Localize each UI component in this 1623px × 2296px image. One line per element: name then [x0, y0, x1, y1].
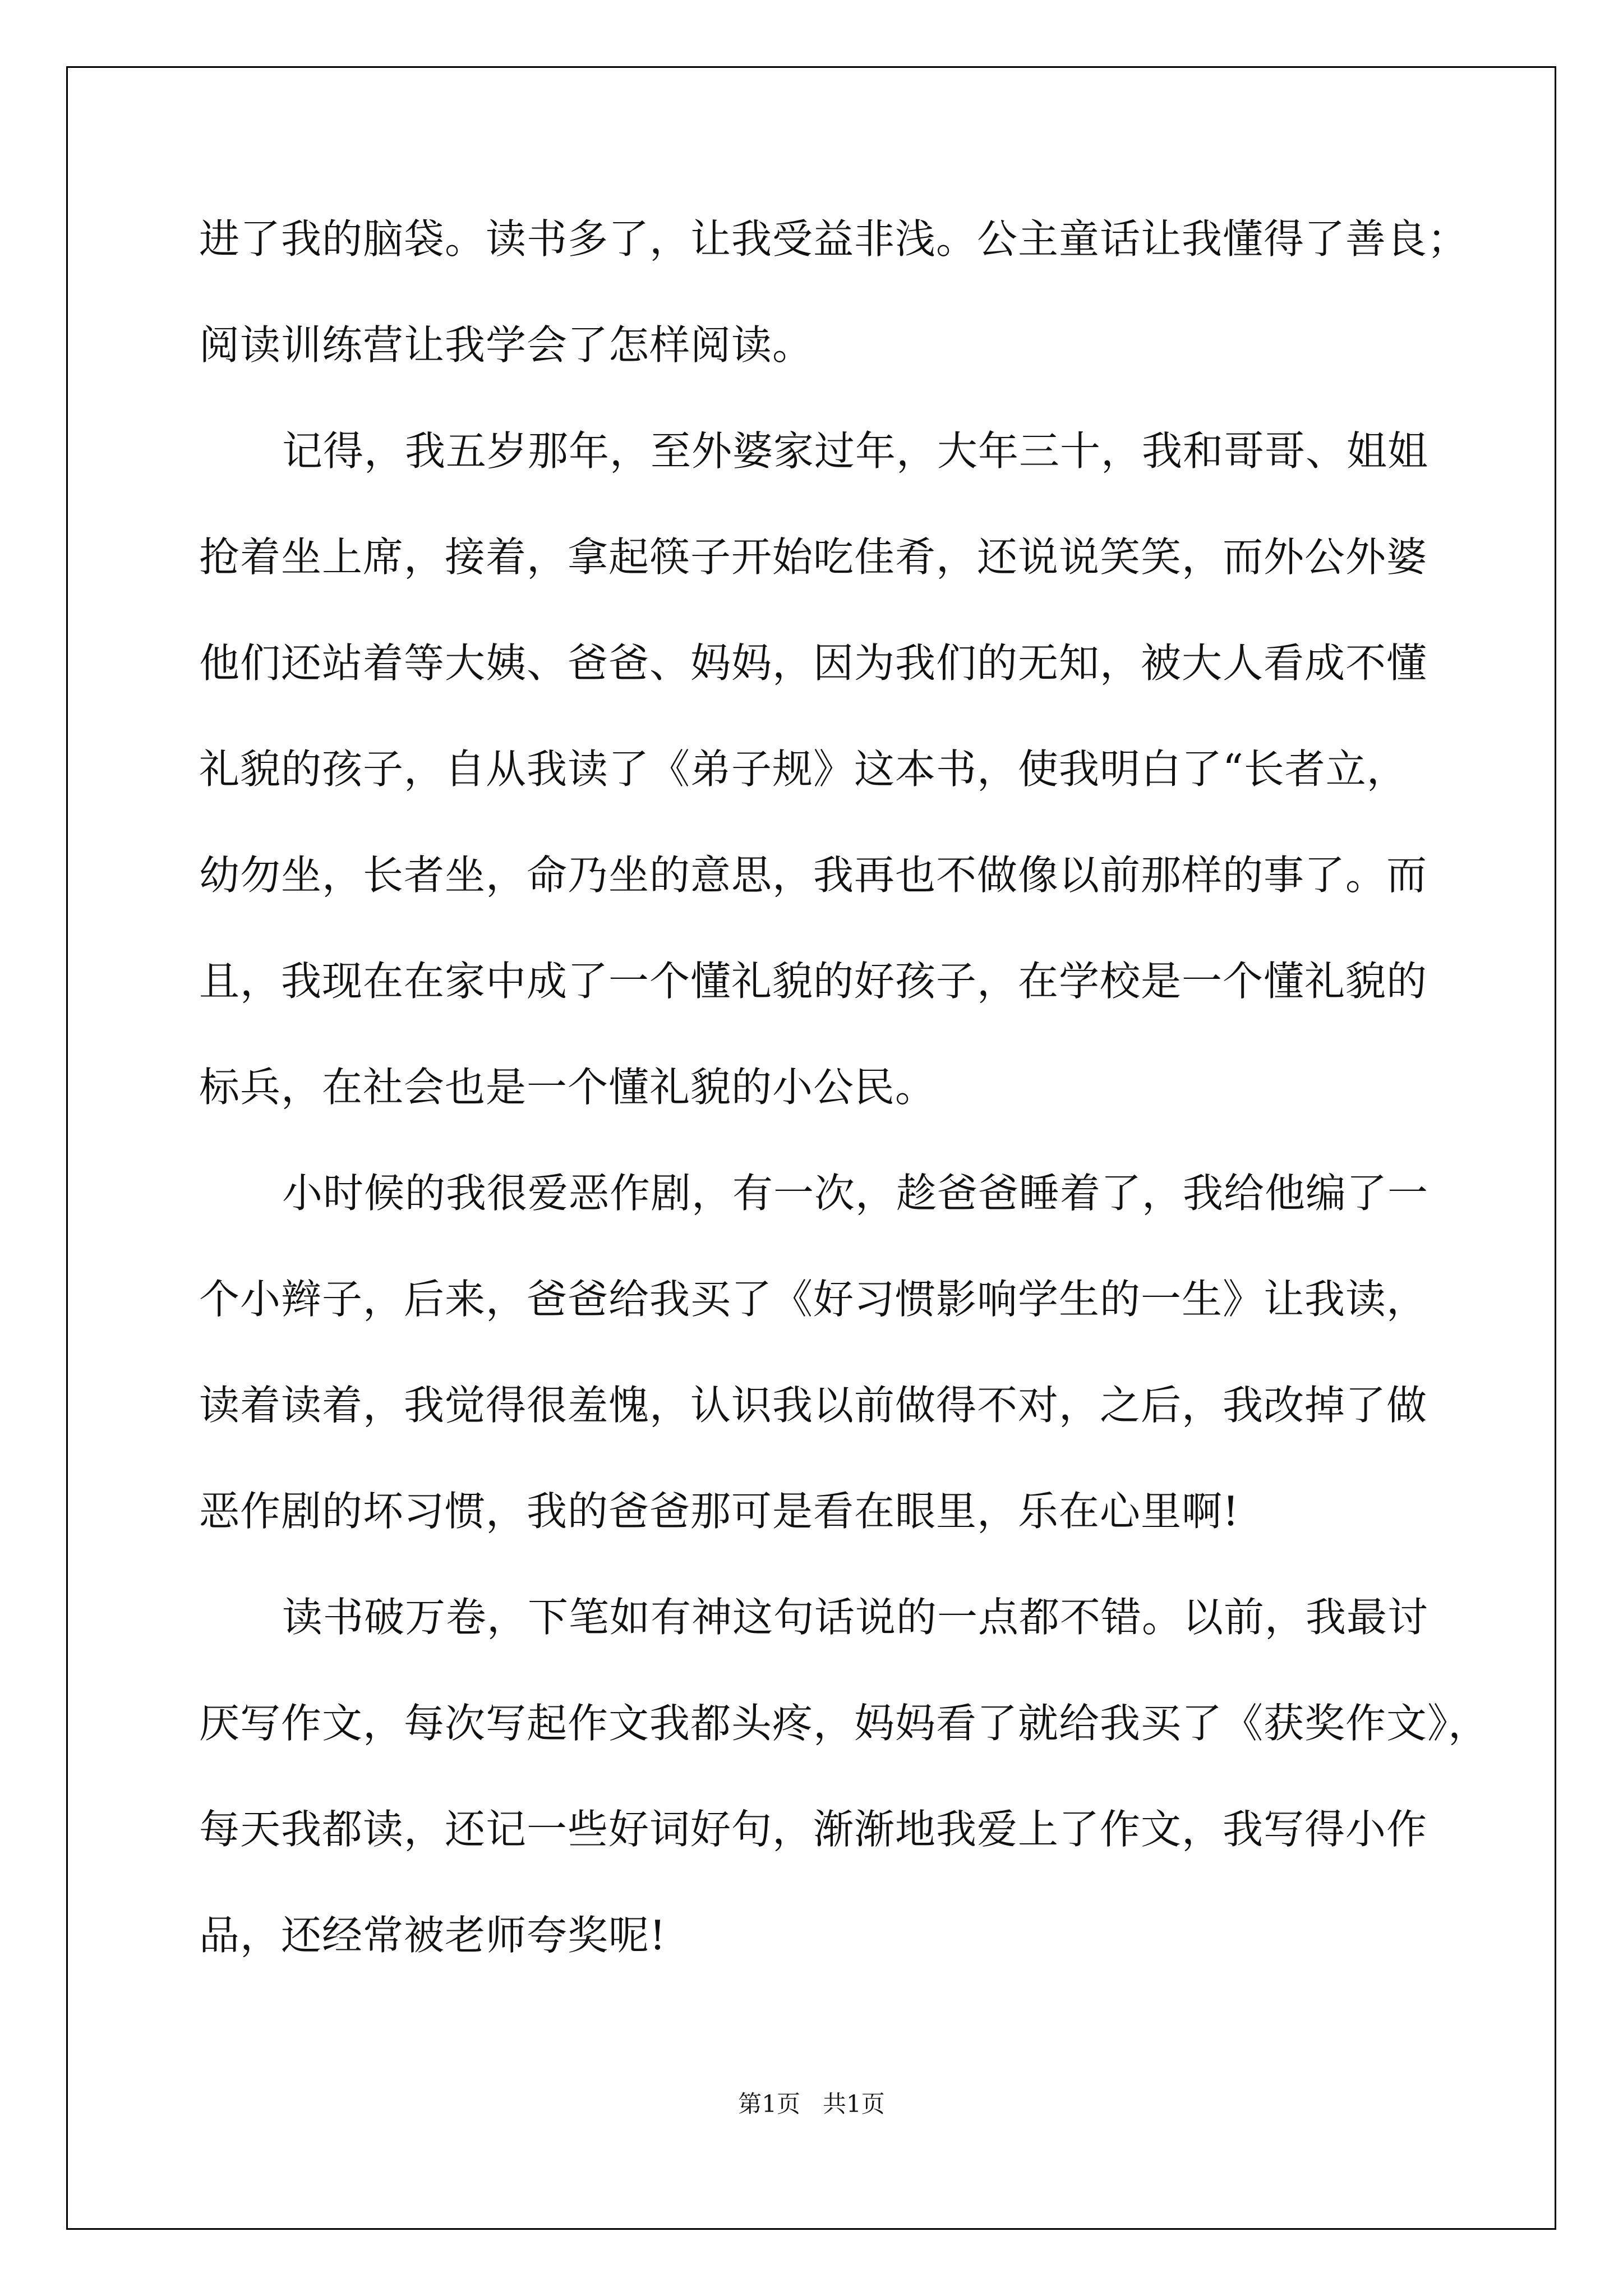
text-line: 恶作剧的坏习惯，我的爸爸那可是看在眼里，乐在心里啊! — [199, 1488, 1239, 1535]
text-line: 标兵，在社会也是一个懂礼貌的小公民。 — [199, 1064, 937, 1111]
text-line: 厌写作文，每次写起作文我都头疼，妈妈看了就给我买了《获奖作文》， — [199, 1700, 1490, 1747]
text-line: 阅读训练营让我学会了怎样阅读。 — [199, 321, 814, 369]
text-line: 且，我现在在家中成了一个懂礼貌的好孩子，在学校是一个懂礼貌的 — [199, 958, 1428, 1005]
text-line: 读着读着，我觉得很羞愧，认识我以前做得不对，之后，我改掉了做 — [199, 1382, 1428, 1429]
text-line: 个小辫子，后来，爸爸给我买了《好习惯影响学生的一生》让我读， — [199, 1276, 1428, 1323]
text-line: 进了我的脑袋。读书多了，让我受益非浅。公主童话让我懂得了善良； — [199, 215, 1469, 263]
text-line: 他们还站着等大姨、爸爸、妈妈，因为我们的无知，被大人看成不懂 — [199, 639, 1428, 687]
page-footer — [0, 2086, 1623, 2119]
total-pages: 共1页 — [823, 2090, 885, 2118]
paragraph-start-line: 读书破万卷，下笔如有神这句话说的一点都不错。以前，我最讨 — [282, 1594, 1429, 1641]
paragraph-start-line: 记得，我五岁那年，至外婆家过年，大年三十，我和哥哥、姐姐 — [282, 427, 1429, 475]
paragraph-start-line: 小时候的我很爱恶作剧，有一次，趁爸爸睡着了，我给他编了一 — [282, 1170, 1429, 1217]
text-line: 幼勿坐，长者坐，命乃坐的意思，我再也不做像以前那样的事了。而 — [199, 852, 1428, 899]
page-number: 第1页 — [738, 2090, 800, 2118]
text-line: 礼貌的孩子，自从我读了《弟子规》这本书，使我明白了“长者立， — [199, 746, 1408, 793]
text-line: 每天我都读，还记一些好词好句，渐渐地我爱上了作文，我写得小作 — [199, 1806, 1428, 1853]
text-line: 抢着坐上席，接着，拿起筷子开始吃佳肴，还说说笑笑，而外公外婆 — [199, 533, 1428, 581]
text-line: 品，还经常被老师夸奖呢! — [199, 1912, 666, 1959]
document-body — [199, 215, 1490, 2021]
